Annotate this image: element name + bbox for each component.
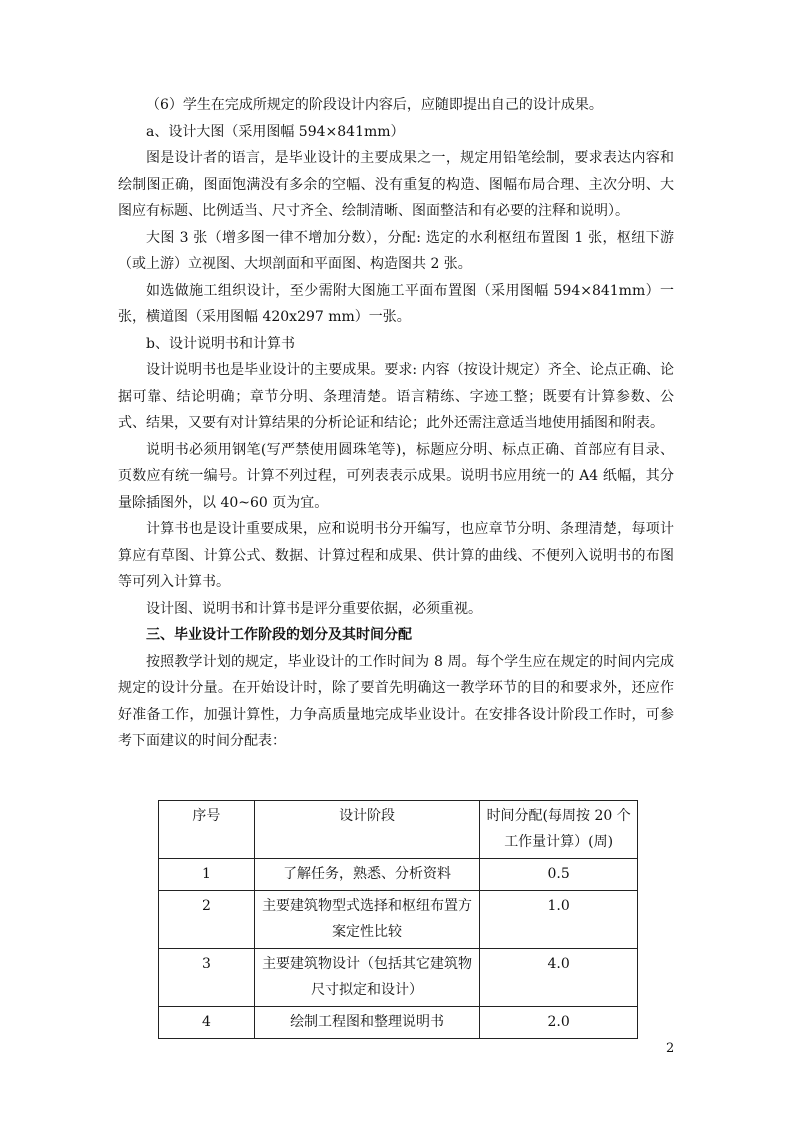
row-stage: 主要建筑物设计（包括其它建筑物尺寸拟定和设计）	[254, 949, 480, 1007]
page-number: 2	[666, 1041, 675, 1056]
header-stage: 设计阶段	[254, 801, 480, 859]
time-allocation-table	[158, 800, 638, 1039]
row-no: 4	[159, 1007, 255, 1039]
paragraph-schedule-intro: 按照教学计划的规定，毕业设计的工作时间为 8 周。每个学生应在规定的时间内完成规定的设计分量。在开始设计时，除了要首先明确这一教学环节的目的和要求外，还应作好准备工作，加强计算性，力争高质量地完成毕业设计。在安排各设计阶段工作时，可参考下面建议的时间分配表：	[118, 653, 674, 749]
paragraph-construction-design: 如选做施工组织设计，至少需附大图施工平面布置图（采用图幅 594×841mm）一张，横道图（采用图幅 420x297 mm）一张。	[118, 282, 674, 325]
row-stage: 主要建筑物型式选择和枢纽布置方案定性比较	[254, 891, 480, 949]
row-stage: 绘制工程图和整理说明书	[254, 1007, 480, 1039]
row-weeks: 2.0	[480, 1007, 638, 1039]
row-no: 3	[159, 949, 255, 1007]
row-no: 2	[159, 891, 255, 949]
row-weeks: 1.0	[480, 891, 638, 949]
paragraph-manual-format: 说明书必须用钢笔(写严禁使用圆珠笔等)，标题应分明、标点正确、首部应有目录、页数应有统一编号。计算不列过程，可列表表示成果。说明书应用统一的 A4 纸幅，其分量除插图外，以 40~60 页为宜。	[118, 441, 674, 511]
table-row	[159, 1007, 638, 1039]
row-weeks: 0.5	[480, 859, 638, 891]
table-row	[159, 859, 638, 891]
subheading-large-drawings: a、设计大图（采用图幅 594×841mm）	[146, 123, 405, 140]
paragraph-calculation-book: 计算书也是设计重要成果，应和说明书分开编写，也应章节分明、条理清楚，每项计算应有草图、计算公式、数据、计算过程和成果、供计算的曲线、不便列入说明书的布图等可列入计算书。	[118, 521, 674, 590]
row-no: 1	[159, 859, 255, 891]
body-text	[118, 92, 674, 755]
paragraph-submit-results: （6）学生在完成所规定的阶段设计内容后，应随即提出自己的设计成果。	[146, 97, 603, 113]
row-weeks: 4.0	[480, 949, 638, 1007]
paragraph-grading-basis: 设计图、说明书和计算书是评分重要依据，必须重视。	[146, 600, 482, 617]
paragraph-manual-requirements: 设计说明书也是毕业设计的主要成果。要求: 内容（按设计规定）齐全、论点正确、论据可靠、结论明确；章节分明、条理清楚。语言精练、字迹工整；既要有计算参数、公式、结果，又要有对计算结果的分析论证和结论；此外还需注意适当地使用插图和附表。	[118, 362, 674, 431]
section-heading-stages: 三、毕业设计工作阶段的划分及其时间分配	[146, 627, 412, 643]
paragraph-drawing-requirements: 图是设计者的语言，是毕业设计的主要成果之一，规定用铅笔绘制，要求表达内容和绘制图正确，图面饱满没有多余的空幅、没有重复的构造、图幅布局合理、主次分明、大图应有标题、比例适当、尺寸齐全、绘制清晰、图面整洁和有必要的注释和说明）。	[118, 150, 674, 219]
subheading-manual-and-calculations: b、设计说明书和计算书	[146, 335, 295, 352]
header-time: 时间分配(每周按 20 个工作量计算）(周)	[480, 801, 638, 859]
header-no: 序号	[159, 801, 255, 859]
paragraph-drawing-count: 大图 3 张（增多图一律不增加分数），分配: 选定的水利枢纽布置图 1 张，枢纽下游（或上游）立视图、大坝剖面和平面图、构造图共 2 张。	[118, 229, 674, 272]
table-row	[159, 891, 638, 949]
row-stage: 了解任务，熟悉、分析资料	[254, 859, 480, 891]
table-row	[159, 949, 638, 1007]
table-header-row	[159, 801, 638, 859]
